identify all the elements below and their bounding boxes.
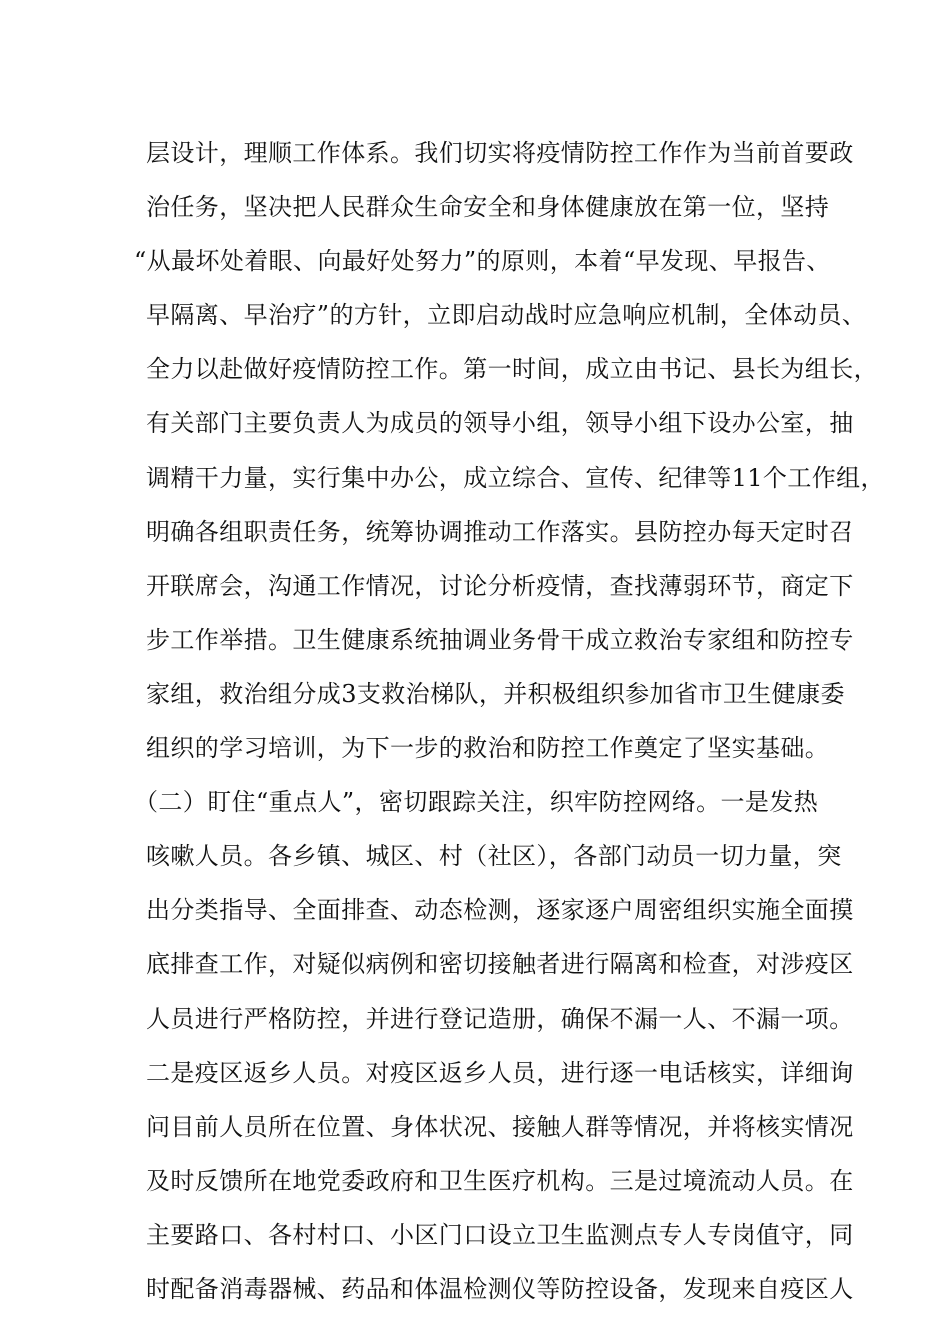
text-line-1: 层设计，理顺工作体系。我们切实将疫情防控工作作为当前首要政 bbox=[146, 139, 854, 167]
text-line-3: “从最坏处着眼、向最好处努力”的原则，本着“早发现、早报告、 bbox=[134, 247, 831, 276]
text-line-19: 问目前人员所在位置、身体状况、接触人群等情况，并将核实情况 bbox=[146, 1112, 854, 1141]
text-line-6: 有关部门主要负责人为成员的领导小组，领导小组下设办公室，抽 bbox=[146, 409, 854, 438]
text-line-18: 二是疫区返乡人员。对疫区返乡人员，进行逐一电话核实，详细询 bbox=[146, 1058, 854, 1087]
text-line-20: 及时反馈所在地党委政府和卫生医疗机构。三是过境流动人员。在 bbox=[146, 1166, 854, 1195]
text-line-22: 时配备消毒器械、药品和体温检测仪等防控设备，发现来自疫区人 bbox=[146, 1274, 854, 1303]
text-line-16: 底排查工作，对疑似病例和密切接触者进行隔离和检查，对涉疫区 bbox=[146, 950, 854, 979]
body-text bbox=[134, 133, 885, 1323]
text-line-10: 步工作举措。卫生健康系统抽调业务骨干成立救治专家组和防控专 bbox=[146, 625, 854, 654]
text-line-8: 明确各组职责任务，统筹协调推动工作落实。县防控办每天定时召 bbox=[146, 517, 854, 546]
text-line-17: 人员进行严格防控，并进行登记造册，确保不漏一人、不漏一项。 bbox=[146, 1004, 854, 1033]
text-line-14: 咳嗽人员。各乡镇、城区、村（社区），各部门动员一切力量，突 bbox=[146, 842, 842, 871]
text-line-11: 家组，救治组分成3支救治梯队，并积极组织参加省市卫生健康委 bbox=[146, 679, 845, 708]
text-line-5: 全力以赴做好疫情防控工作。第一时间，成立由书记、县长为组长， bbox=[146, 355, 878, 384]
text-line-12: 组织的学习培训，为下一步的救治和防控工作奠定了坚实基础。 bbox=[146, 734, 830, 763]
text-line-15: 出分类指导、全面排查、动态检测，逐家逐户周密组织实施全面摸 bbox=[146, 896, 854, 925]
text-line-4: 早隔离、早治疗”的方针，立即启动战时应急响应机制，全体动员、 bbox=[146, 301, 867, 330]
text-line-2: 治任务，坚决把人民群众生命安全和身体健康放在第一位，坚持 bbox=[146, 193, 830, 222]
text-line-7: 调精干力量，实行集中办公，成立综合、宣传、纪律等11个工作组， bbox=[146, 463, 885, 492]
section-heading-line: （二）盯住“重点人”，密切跟踪关注，织牢防控网络。一是发热 bbox=[134, 788, 819, 817]
text-line-21: 主要路口、各村村口、小区门口设立卫生监测点专人专岗值守，同 bbox=[146, 1220, 854, 1249]
text-line-9: 开联席会，沟通工作情况，讨论分析疫情，查找薄弱环节，商定下 bbox=[146, 571, 854, 600]
